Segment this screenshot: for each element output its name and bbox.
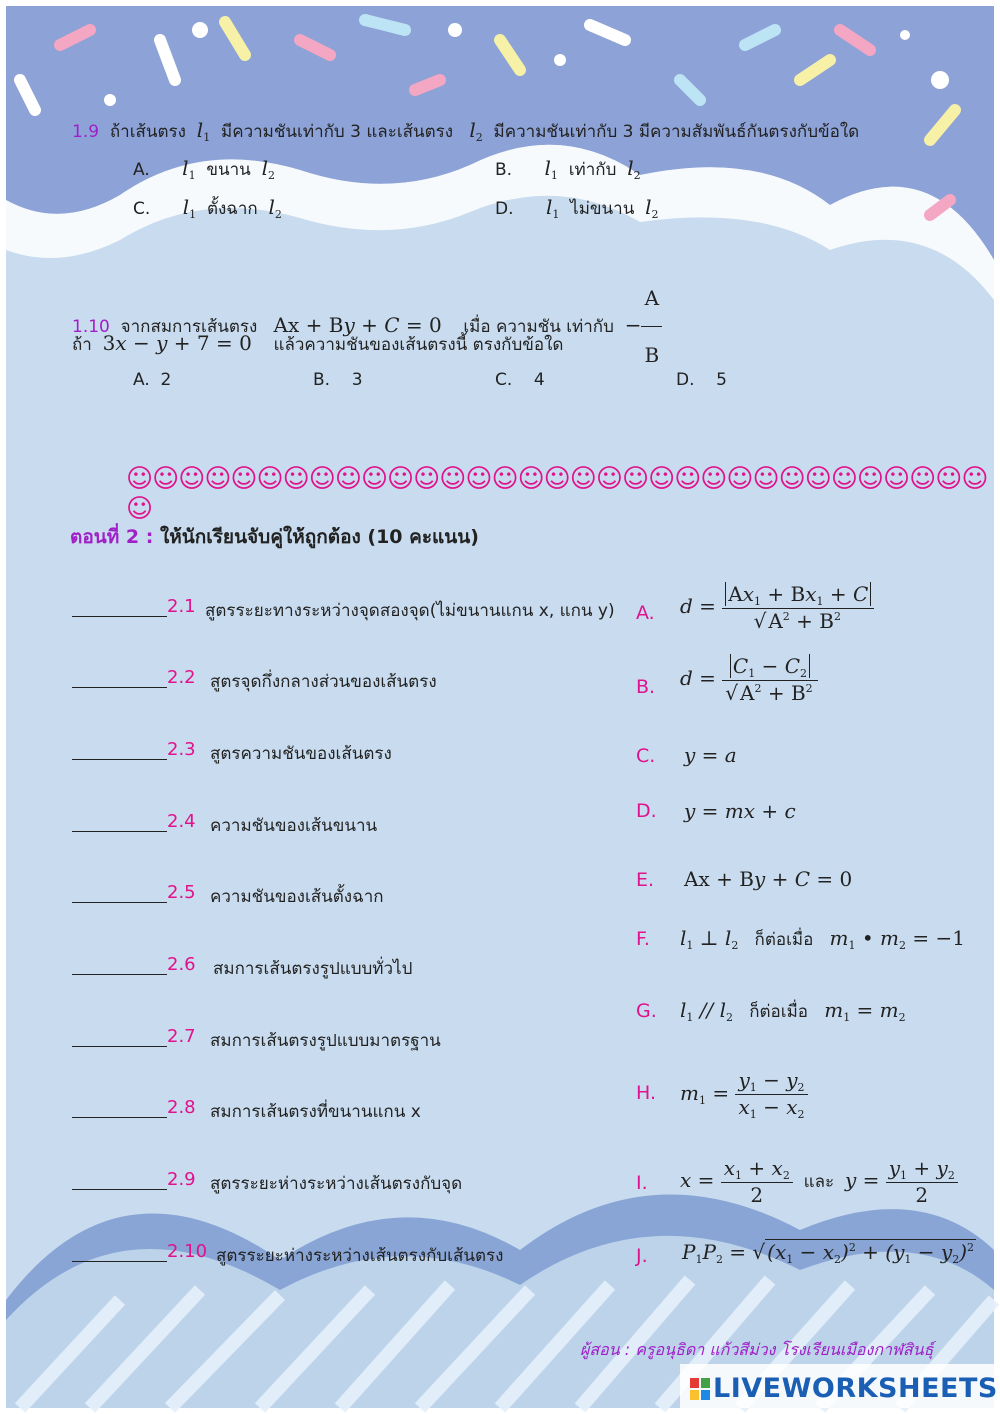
brand-text: LIVEWORKSHEETS [713, 1373, 998, 1404]
smiley-divider: ☺☺☺☺☺☺☺☺☺☺☺☺☺☺☺☺☺☺☺☺☺☺☺☺☺☺☺☺☺☺☺☺☺☺ [126, 464, 988, 524]
item-text: ความชันของเส้นขนาน [210, 816, 378, 836]
option-letter: A. [133, 370, 150, 390]
math-l1: $l_1$ [196, 118, 211, 144]
formula-perpendicular-slopes: $l_1$ ⊥ $l_2$ ก็ต่อเมื่อ $m_1$ • $m_2 = -1$ [680, 926, 965, 952]
answer-letter-b: B. [636, 676, 656, 698]
option-1-9-a[interactable] [133, 156, 275, 183]
option-letter: D. [495, 199, 514, 219]
liveworksheets-logo-icon [690, 1376, 710, 1398]
stem-text: ถ้าเส้นตรง [109, 122, 186, 142]
answer-letter-j: J. [636, 1245, 648, 1267]
item-number: 2.5 [167, 882, 196, 903]
liveworksheets-logo[interactable] [690, 1373, 998, 1404]
option-letter: B. [495, 160, 513, 180]
answer-letter-f: F. [636, 928, 650, 950]
option-1-9-d[interactable] [495, 195, 659, 222]
answer-blank-2-4[interactable] [72, 831, 167, 832]
stem-text: เมื่อ ความชัน เท่ากับ [463, 317, 614, 337]
math-l2: $l_2$ [627, 156, 641, 182]
formula-line-line-distance: d = $\frac{C_1 - C_2}{√ A^2 + B^2}$ [680, 654, 818, 705]
answer-letter-e: E. [636, 869, 655, 891]
option-text: 3 [351, 370, 363, 390]
item-number: 2.8 [167, 1097, 196, 1118]
answer-blank-2-8[interactable] [72, 1117, 167, 1118]
option-text: ไม่ขนาน [570, 199, 635, 219]
math-l1: $l_1$ [182, 195, 197, 221]
answer-blank-2-1[interactable] [72, 616, 167, 617]
part2-label: ตอนที่ 2 : [70, 526, 154, 548]
answer-letter-d: D. [636, 800, 657, 822]
item-text: สูตรระยะห่างระหว่างเส้นตรงกับเส้นตรง [216, 1246, 504, 1266]
item-number: 2.9 [167, 1169, 196, 1190]
option-text: ตั้งฉาก [206, 199, 258, 219]
option-1-10-b[interactable] [313, 370, 363, 390]
formula-general-form: Ax + By + C = 0 [684, 867, 853, 891]
item-number: 2.3 [167, 739, 196, 760]
stem-text: แล้วความชันของเส้นตรงนี้ ตรงกับข้อใด [273, 335, 564, 355]
answer-letter-c: C. [636, 745, 656, 767]
option-1-9-b[interactable] [495, 156, 641, 183]
option-letter: A. [133, 160, 150, 180]
answer-blank-2-3[interactable] [72, 759, 167, 760]
option-text: 4 [533, 370, 545, 390]
item-text: ความชันของเส้นตั้งฉาก [210, 887, 384, 907]
answer-blank-2-6[interactable] [72, 974, 167, 975]
item-text: สูตรจุดกึ่งกลางส่วนของเส้นตรง [210, 672, 437, 692]
teacher-credit: ผู้สอน : ครูอนุธิดา แก้วสีม่วง โรงเรียนเมืองกาฬสินธุ์ [580, 1340, 934, 1359]
part2-heading [70, 522, 479, 552]
option-text: ขนาน [206, 160, 251, 180]
condition-word: ก็ต่อเมื่อ [749, 1002, 808, 1022]
option-letter: C. [495, 370, 513, 390]
answer-letter-h: H. [636, 1082, 656, 1104]
formula-slope-intercept: y = mx + c [684, 799, 796, 823]
answer-blank-2-2[interactable] [72, 687, 167, 688]
stem-text: มีความชันเท่ากับ 3 และเส้นตรง [221, 122, 454, 142]
item-text: สูตรระยะทางระหว่างจุดสองจุด(ไม่ขนานแกน x, แกน y) [205, 601, 615, 621]
question-number: 1.9 [72, 122, 100, 142]
formula-horizontal-line: y = a [684, 743, 737, 767]
formula-midpoint: x = $\frac{x_1 + x_2}{2}$ และ y = $\frac{y_1 + y_2}{2}$ [680, 1156, 958, 1207]
option-text: 2 [160, 370, 172, 390]
item-text: สูตรระยะห่างระหว่างเส้นตรงกับจุด [210, 1174, 463, 1194]
item-number: 2.10 [167, 1241, 208, 1262]
answer-blank-2-7[interactable] [72, 1046, 167, 1047]
and-word: และ [803, 1172, 835, 1192]
option-text: 5 [716, 370, 727, 390]
part2-instruction: ให้นักเรียนจับคู่ให้ถูกต้อง (10 คะแนน) [159, 526, 479, 548]
math-given-equation: 3x − y + 7 = 0 [102, 331, 252, 355]
answer-blank-2-10[interactable] [72, 1261, 167, 1262]
formula-parallel-slopes: $l_1 // l_2$ ก็ต่อเมื่อ $m_1 = m_2$ [680, 998, 906, 1024]
item-text: สมการเส้นตรงที่ขนานแกน x [210, 1102, 421, 1122]
math-l2: $l_2$ [268, 195, 282, 221]
item-number: 2.7 [167, 1026, 196, 1047]
item-text: สูตรความชันของเส้นตรง [210, 744, 392, 764]
question-1-10-stem [72, 270, 662, 383]
item-text: สมการเส้นตรงรูปแบบทั่วไป [213, 959, 413, 979]
answer-blank-2-5[interactable] [72, 902, 167, 903]
math-l1: $l_1$ [544, 156, 558, 182]
math-l2: $l_2$ [469, 118, 483, 144]
math-l1: $l_1$ [182, 156, 196, 182]
option-1-10-a[interactable] [133, 370, 171, 390]
answer-blank-2-9[interactable] [72, 1189, 167, 1190]
stem-text: จากสมการเส้นตรง [120, 317, 258, 337]
answer-letter-i: I. [636, 1172, 648, 1194]
option-1-9-c[interactable] [133, 195, 282, 222]
question-1-10-line2 [72, 331, 563, 358]
item-number: 2.2 [167, 667, 196, 688]
formula-two-point-distance: $P_1P_2$ = √ $(x_1 - x_2)^2 + (y_1 - y_2)^2$ [682, 1240, 974, 1266]
math-l2: $l_2$ [261, 156, 276, 182]
option-letter: B. [313, 370, 331, 390]
answer-letter-g: G. [636, 1000, 657, 1022]
stem-text: มีความชันเท่ากับ 3 มีความสัมพันธ์กันตรงกับข้อใด [493, 122, 860, 142]
question-number: 1.10 [72, 317, 110, 337]
math-general-line-equation: Ax + By + C = 0 [273, 313, 442, 337]
answer-letter-a: A. [636, 602, 655, 624]
item-number: 2.1 [167, 596, 196, 617]
stem-text: ถ้า [72, 335, 92, 355]
math-slope-formula: − $\frac{A}{B}$ [625, 313, 662, 337]
item-number: 2.4 [167, 811, 196, 832]
formula-slope: $m_1$ = $\frac{y_1 - y_2}{x_1 - x_2}$ [680, 1068, 808, 1121]
condition-word: ก็ต่อเมื่อ [754, 930, 814, 950]
math-l2: $l_2$ [645, 195, 659, 221]
item-number: 2.6 [167, 954, 196, 975]
option-1-10-c[interactable] [495, 370, 545, 390]
question-1-9-stem [72, 118, 859, 145]
option-letter: D. [676, 370, 695, 390]
formula-point-line-distance: d = $\frac{Ax_1 + Bx_1 + C}{√ A^2 + B^2}$ [680, 582, 874, 633]
option-letter: C. [133, 199, 151, 219]
math-l1: $l_1$ [545, 195, 560, 221]
option-text: เท่ากับ [568, 160, 617, 180]
item-text: สมการเส้นตรงรูปแบบมาตรฐาน [210, 1031, 441, 1051]
option-1-10-d[interactable] [676, 370, 727, 390]
